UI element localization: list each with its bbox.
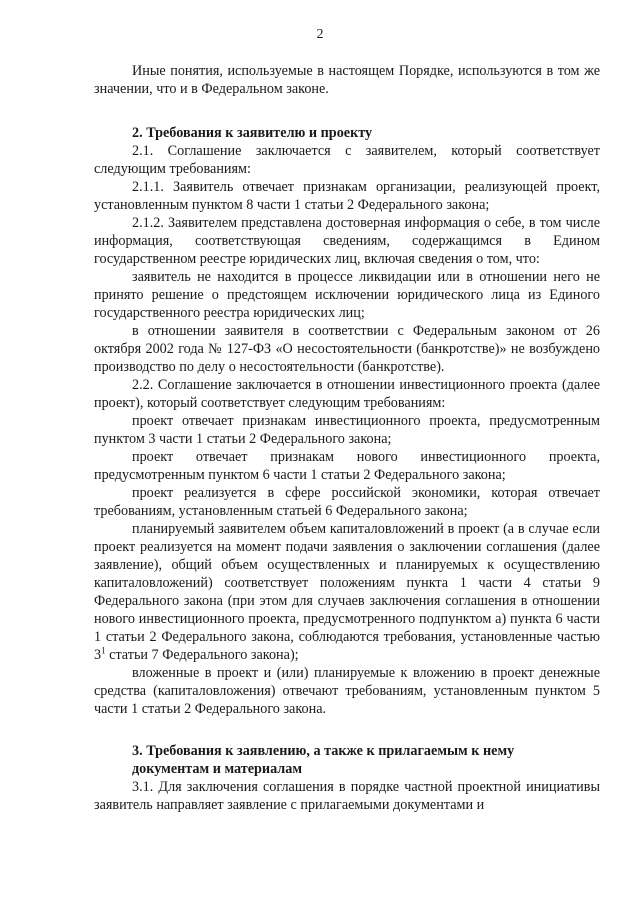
paragraph-funds: вложенные в проект и (или) планируемые к вложению в проект денежные средства (капиталовложения) отвечают требованиям, установленным пунктом 5 части 1 статьи 2 Федерального закона. — [94, 665, 600, 717]
document-body — [94, 62, 600, 814]
paragraph-2-1: 2.1. Соглашение заключается с заявителем, который соответствует следующим требованиям: — [94, 143, 600, 177]
capital-text-a: планируемый заявителем объем капиталовложений в проект (а в случае если проект реализуется на момент подачи заявления о заключении соглашения (далее заявление), общий объем осуществленных и планируемых к осуществлению капиталовложений) соответствует положениям пункта 1 части 4 статьи 9 Федерального закона (при этом для случаев заключения соглашения в отношении нового инвестиционного проекта, предусмотренного подпунктом а) пункта 6 части 1 статьи 2 Федерального закона, соблюдаются требования, установленные частью 3 — [94, 521, 600, 663]
section-3-heading — [94, 742, 600, 778]
paragraph-2-1-1: 2.1.1. Заявитель отвечает признакам организации, реализующей проект, установленным пунктом 8 части 1 статьи 2 Федерального закона; — [94, 179, 600, 213]
paragraph-new-project: проект отвечает признакам нового инвестиционного проекта, предусмотренным пунктом 6 части 1 статьи 2 Федерального закона; — [94, 449, 600, 483]
section-3-heading-line2: документам и материалам — [132, 761, 303, 777]
paragraph-2-1-2: 2.1.2. Заявителем представлена достоверная информация о себе, в том числе информация, соответствующая сведениям, содержащимся в Едином государственном реестре юридических лиц, включая сведения о том, что: — [94, 215, 600, 267]
paragraph-capital-investments — [94, 520, 600, 664]
capital-text-b: статьи 7 Федерального закона); — [105, 647, 299, 663]
paragraph-investment-project: проект отвечает признакам инвестиционного проекта, предусмотренным пунктом 3 части 1 статьи 2 Федерального закона; — [94, 413, 600, 447]
section-3-heading-line1: 3. Требования к заявлению, а также к прилагаемым к нему — [132, 743, 515, 759]
page-number: 2 — [316, 27, 324, 42]
paragraph-economy-sphere: проект реализуется в сфере российской экономики, которая отвечает требованиям, установленным статьей 6 Федерального закона; — [94, 485, 600, 519]
paragraph-liquidation: заявитель не находится в процессе ликвидации или в отношении него не принято решение о предстоящем исключении юридического лица из Единого государственного реестра юридических лиц; — [94, 269, 600, 321]
paragraph-bankruptcy: в отношении заявителя в соответствии с Федеральным законом от 26 октября 2002 года № 127-ФЗ «О несостоятельности (банкротстве)» не возбуждено производство по делу о несостоятельности (банкротстве). — [94, 323, 600, 375]
paragraph-2-2: 2.2. Соглашение заключается в отношении инвестиционного проекта (далее проект), который соответствует следующим требованиям: — [94, 377, 600, 411]
paragraph-3-1: 3.1. Для заключения соглашения в порядке частной проектной инициативы заявитель направляет заявление с прилагаемыми документами и — [94, 779, 600, 813]
section-2-heading: 2. Требования к заявителю и проекту — [132, 125, 373, 141]
superscript: 1 — [101, 645, 106, 656]
intro-paragraph: Иные понятия, используемые в настоящем Порядке, используются в том же значении, что и в Федеральном законе. — [94, 63, 600, 97]
